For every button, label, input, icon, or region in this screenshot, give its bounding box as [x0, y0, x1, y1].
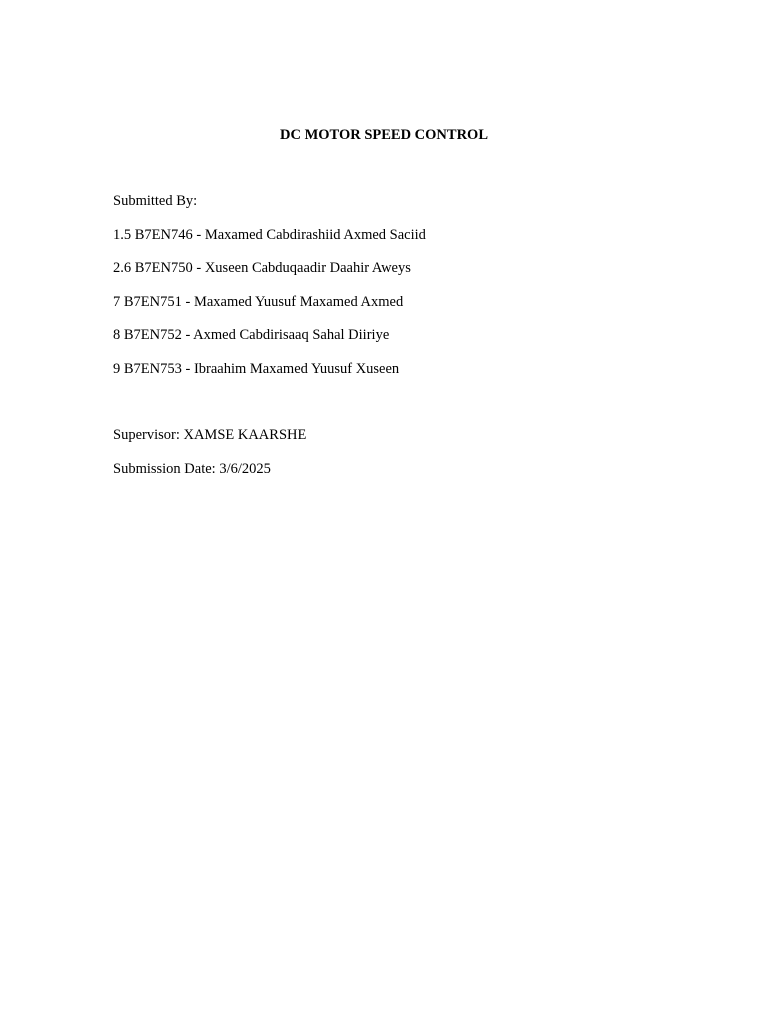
supervisor-line: Supervisor: XAMSE KAARSHE: [113, 427, 307, 443]
submitted-by-label: Submitted By:: [113, 193, 198, 209]
document-body: [113, 192, 426, 478]
submission-date-line: Submission Date: 3/6/2025: [113, 460, 271, 477]
member-line: 8 B7EN752 - Axmed Cabdirisaaq Sahal Diiriye: [113, 327, 390, 343]
member-line: 1.5 B7EN746 - Maxamed Cabdirashiid Axmed Saciid: [113, 226, 426, 243]
document-title: DC MOTOR SPEED CONTROL: [280, 127, 488, 143]
member-line: 9 B7EN753 - Ibraahim Maxamed Yuusuf Xuseen: [113, 360, 400, 377]
member-line: 2.6 B7EN750 - Xuseen Cabduqaadir Daahir Aweys: [113, 260, 411, 276]
member-line: 7 B7EN751 - Maxamed Yuusuf Maxamed Axmed: [113, 293, 404, 310]
